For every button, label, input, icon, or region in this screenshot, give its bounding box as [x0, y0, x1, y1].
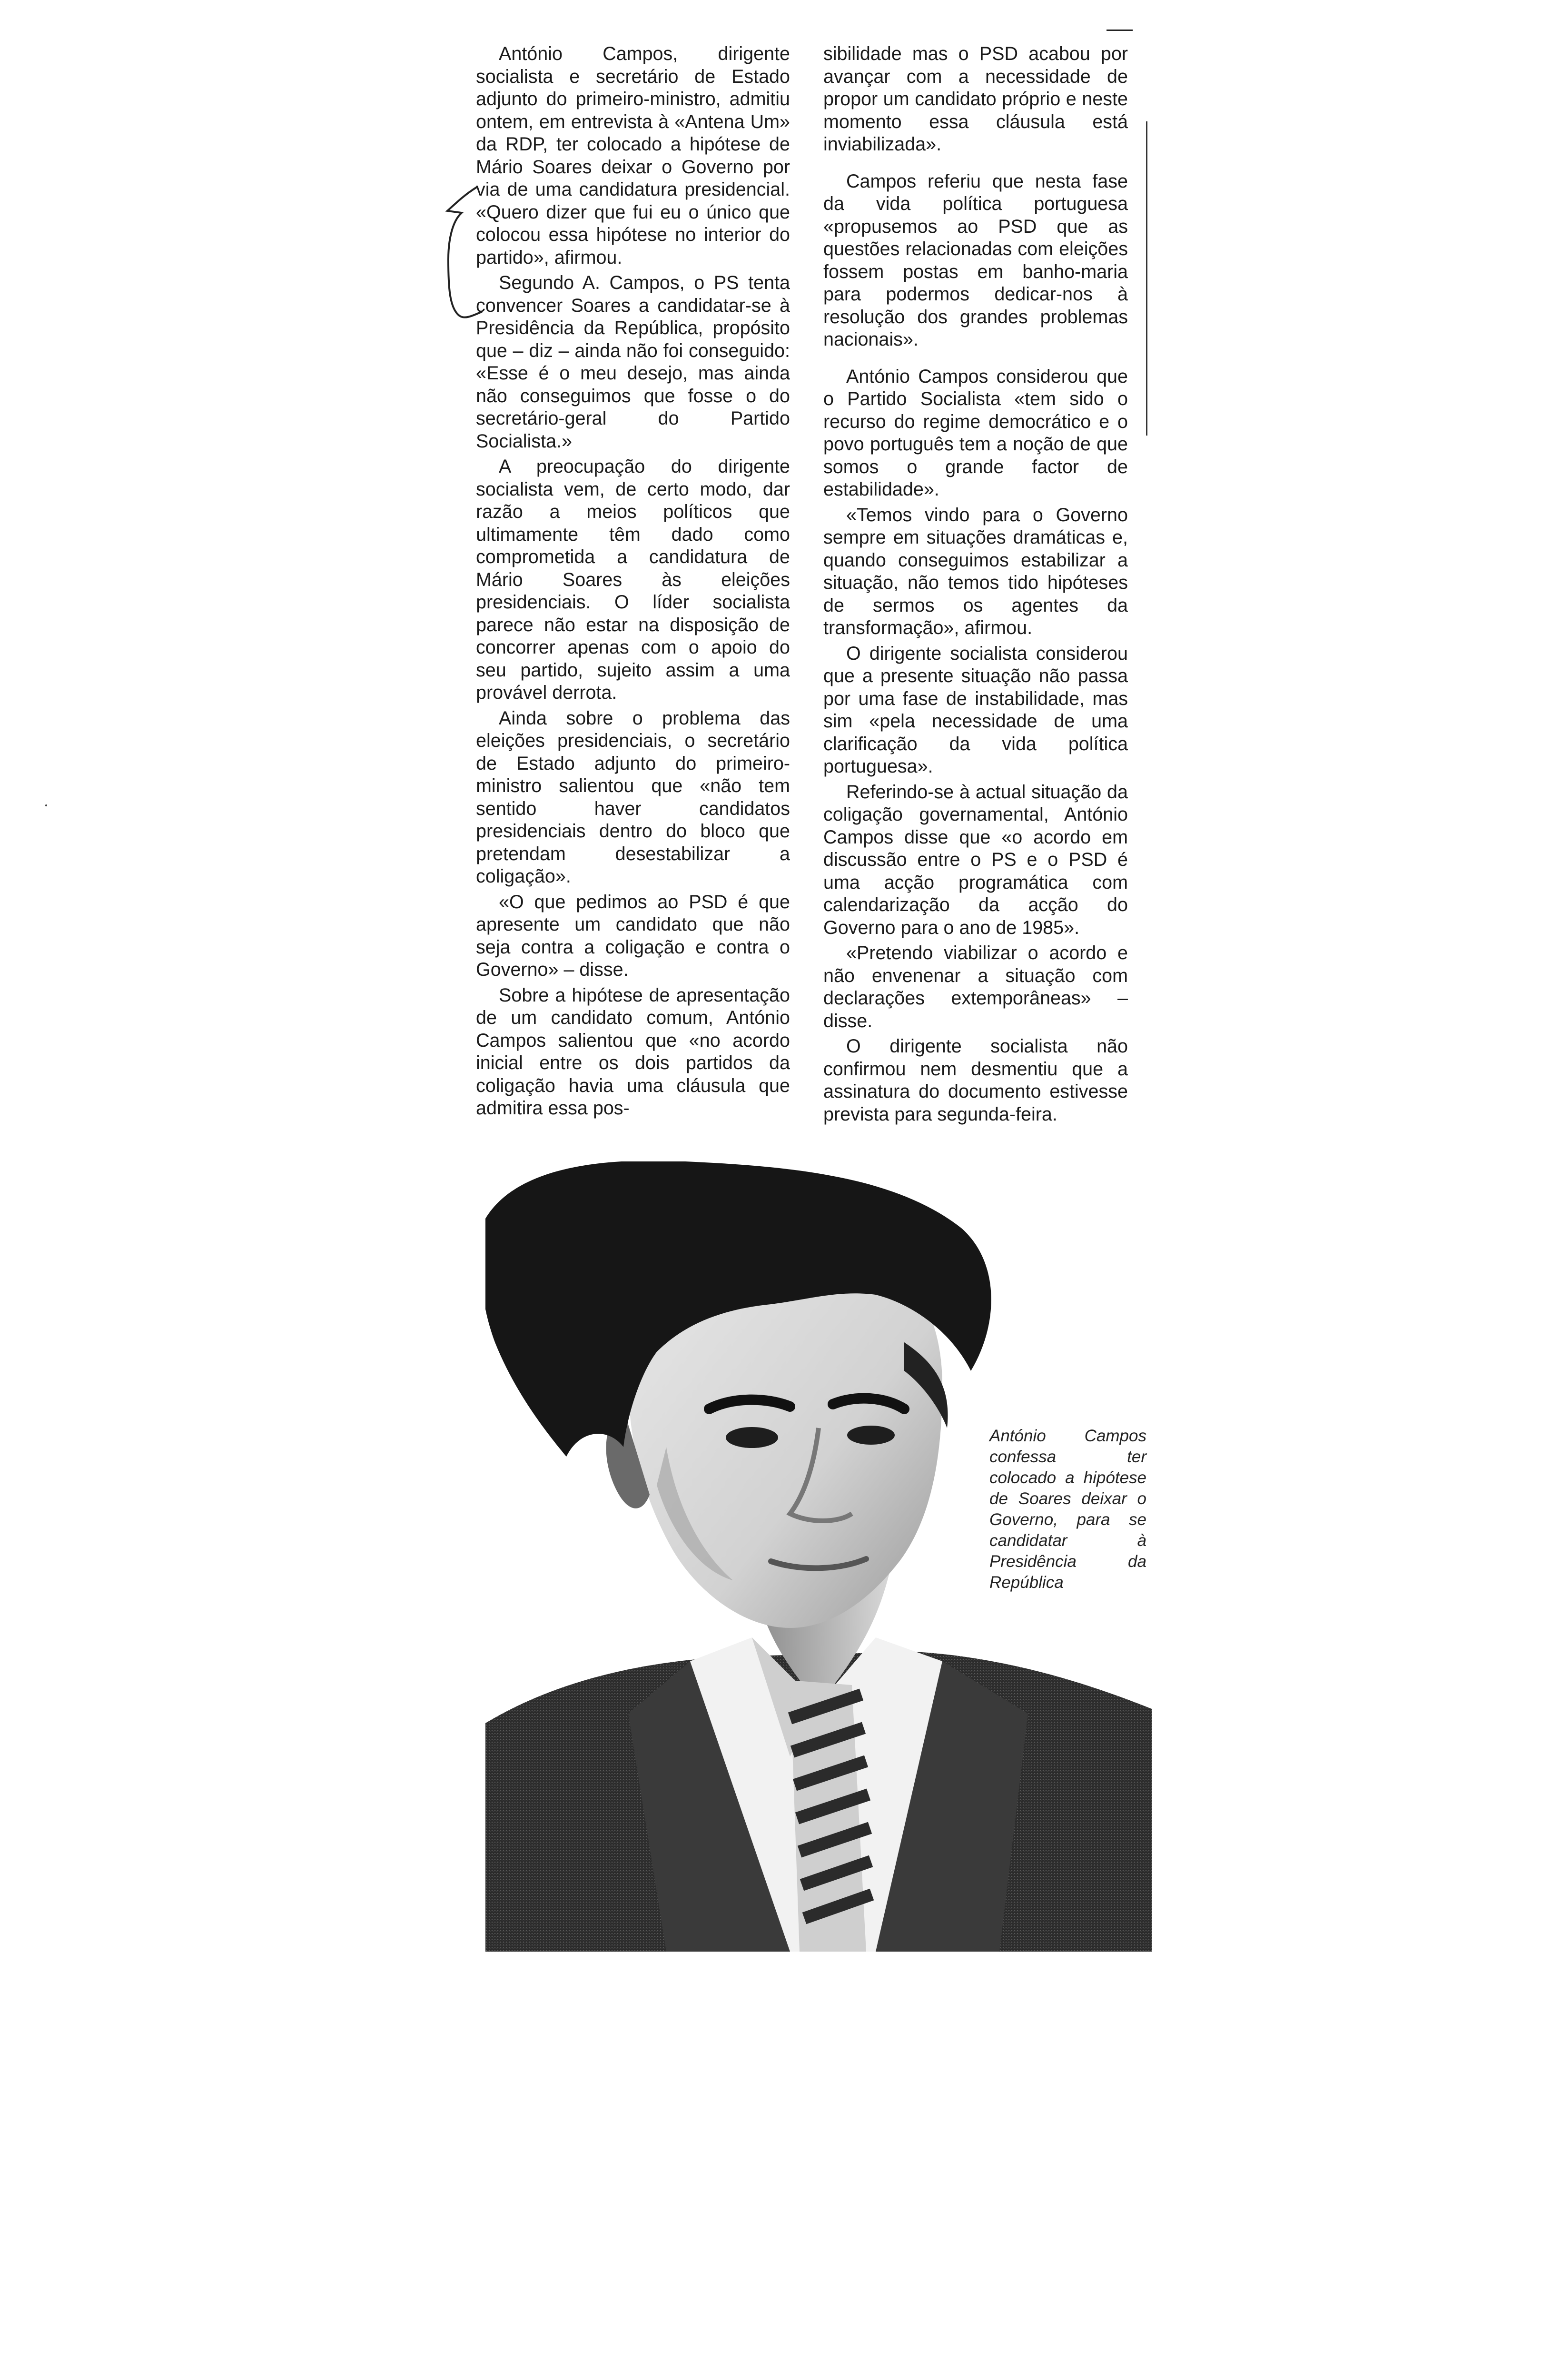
paragraph: O dirigente socialista considerou que a presente situação não passa por uma fase de instabilidade, mas sim «pela necessidade de uma clarificação da vida política portuguesa». [823, 643, 1128, 777]
article-left-column [476, 43, 790, 1120]
paragraph: Ainda sobre o problema das eleições presidenciais, o secretário de Estado adjunto do primeiro-ministro salientou que «não tem sentido haver candidatos presidenciais dentro do bloco que pretendam desestabilizar a coligação». [476, 707, 790, 887]
paragraph: António Campos considerou que o Partido Socialista «tem sido o recurso do regime democrático e o povo português tem a noção de que somos o grande factor de estabilidade». [823, 366, 1128, 500]
paragraph: Campos referiu que nesta fase da vida política portuguesa «propusemos ao PSD que as questões relacionadas com eleições fossem postas em banho-maria para podermos dedicar-nos à resolução dos grandes problemas nacionais». [823, 170, 1128, 350]
article-right-column [823, 43, 1128, 1126]
paragraph: A preocupação do dirigente socialista vem, de certo modo, dar razão a meios políticos que ultimamente têm dado como comprometida a candidatura de Mário Soares às eleições presidenciais. O líder socialista parece não estar na disposição de concorrer apenas com o apoio do seu partido, sujeito assim a uma provável derrota. [476, 456, 790, 703]
paragraph: O dirigente socialista não confirmou nem desmentiu que a assinatura do documento estivesse prevista para segunda-feira. [823, 1036, 1128, 1125]
paragraph: Referindo-se à actual situação da coligação governamental, António Campos disse que «o acordo em discussão entre o PS e o PSD é uma acção programática com calendarização da acção do Governo para o ano de 1985». [823, 781, 1128, 938]
paragraph: «Pretendo viabilizar o acordo e não envenenar a situação com declarações extemporâneas» – disse. [823, 942, 1128, 1031]
photo-caption: António Campos confessa ter colocado a hipótese de Soares deixar o Governo, para se candidatar à Presidência da República [988, 1426, 1148, 1593]
scan-speck [45, 804, 47, 806]
paragraph: sibilidade mas o PSD acabou por avançar com a necessidade de propor um candidato próprio e neste momento essa cláusula está inviabilizada». [823, 43, 1128, 155]
column-rule [1146, 121, 1147, 436]
paragraph: Segundo A. Campos, o PS tenta convencer Soares a candidatar-se à Presidência da República, propósito que – diz – ainda não foi conseguido: «Esse é o meu desejo, mas ainda não conseguimos que fosse o do secretário-geral do Partido Socialista.» [476, 272, 790, 452]
paragraph: «Temos vindo para o Governo sempre em situações dramáticas e, quando conseguimos estabilizar a situação, não temos tido hipóteses de sermos os agentes da transformação», afirmou. [823, 504, 1128, 638]
paragraph: António Campos, dirigente socialista e secretário de Estado adjunto do primeiro-ministro, admitiu ontem, em entrevista à «Antena Um» da RDP, ter colocado a hipótese de Mário Soares deixar o Governo por via de uma candidatura presidencial. «Quero dizer que fui eu o único que colocou essa hipótese no interior do partido», afirmou. [476, 43, 790, 268]
portrait-photo [485, 1161, 1152, 2380]
top-rule [1107, 30, 1133, 31]
paragraph: «O que pedimos ao PSD é que apresente um candidato que não seja contra a coligação e contra o Governo» – disse. [476, 891, 790, 980]
paragraph: Sobre a hipótese de apresentação de um candidato comum, António Campos salientou que «no acordo inicial entre os dois partidos da coligação havia uma cláusula que admitira essa pos- [476, 984, 790, 1119]
